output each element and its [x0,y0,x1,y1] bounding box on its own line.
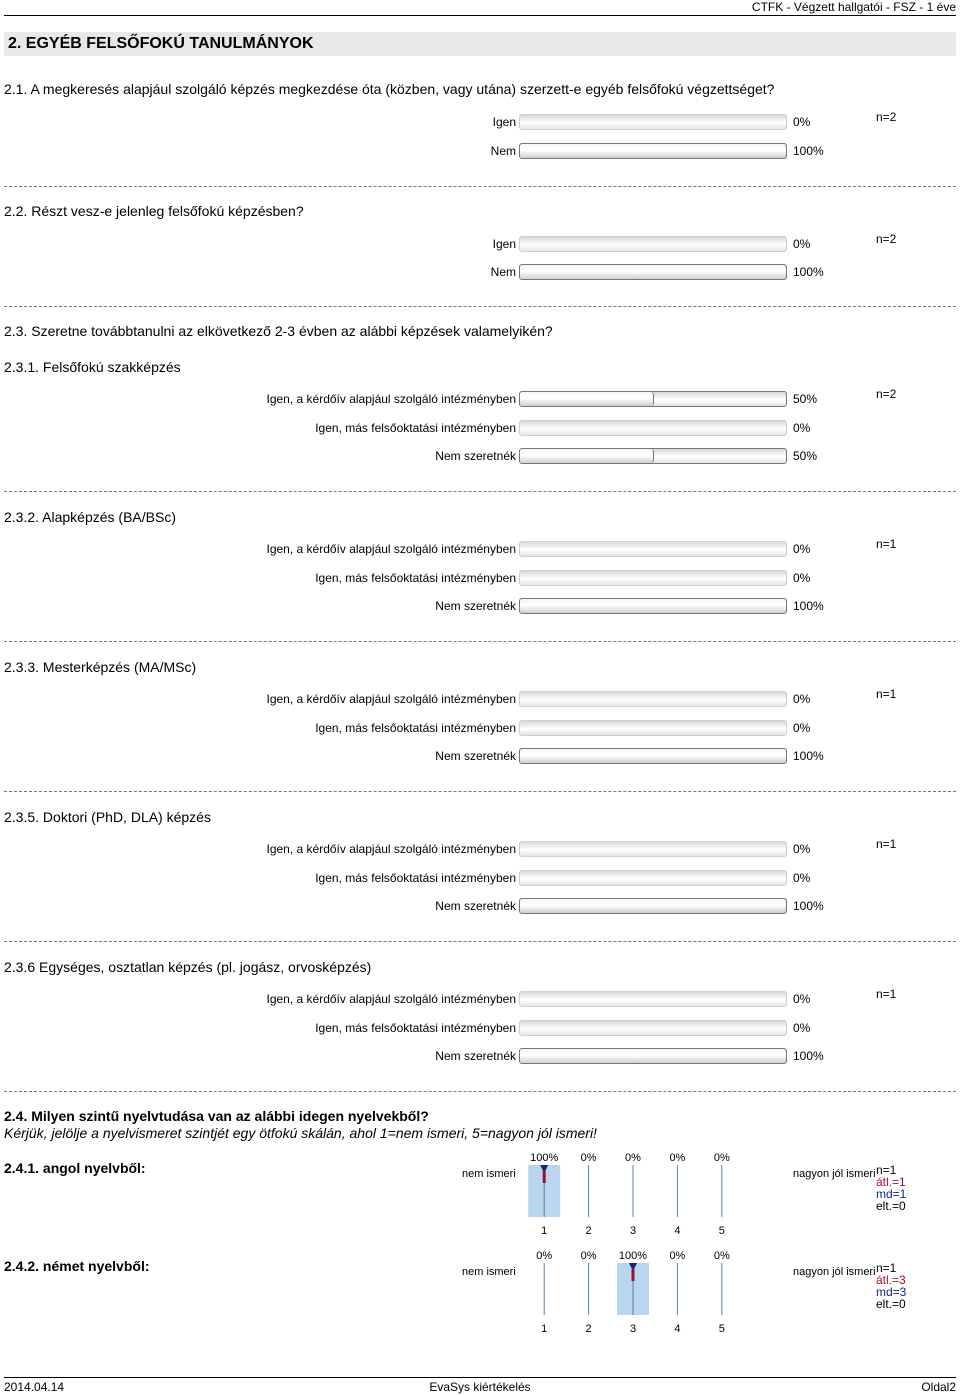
option-label: Nem szeretnék [435,899,516,913]
question-title-2-1: 2.1. A megkeresés alapjául szolgáló képzés megkezdése óta (közben, vagy utána) szerzett-e egyéb felsőfokú végzettséget? [4,81,775,97]
question-divider [4,641,956,642]
n-count: n=2 [876,387,897,401]
scale-percent-label: 0% [669,1152,686,1164]
option-label: Nem szeretnék [435,599,516,613]
option-label: Igen, a kérdőív alapjául szolgáló intézményben [266,692,516,706]
option-label: Igen, a kérdőív alapjául szolgáló intézményben [266,842,516,856]
percent-bar-fill [520,265,787,279]
percent-value: 50% [793,449,818,463]
option-label: Nem szeretnék [435,1049,516,1063]
percent-value: 0% [793,871,811,885]
percent-value: 100% [793,749,824,763]
scale-tick-label: 5 [718,1323,725,1335]
percent-bar [519,114,787,130]
option-label: Igen, más felsőoktatási intézményben [315,1021,516,1035]
percent-bar [519,391,787,407]
option-label: Igen, a kérdőív alapjául szolgáló intézményben [266,992,516,1006]
header-title: CTFK - Végzett hallgatói - FSZ - 1 éve [751,0,956,14]
percent-bar [519,691,787,707]
n-count: n=1 [876,537,897,551]
percent-value: 50% [793,392,818,406]
option-label: Igen [492,237,516,251]
option-label: Nem szeretnék [435,749,516,763]
question-title-2-3-2: 2.3.2. Alapképzés (BA/BSc) [4,509,176,525]
question-title-2-3-6: 2.3.6 Egységes, osztatlan képzés (pl. jogász, orvosképzés) [4,959,372,975]
stat-mean: átl.=3 [876,1273,906,1287]
option-label: Igen, a kérdőív alapjául szolgáló intézményben [266,542,516,556]
percent-bar [519,841,787,857]
question-title-2-2: 2.2. Részt vesz-e jelenleg felsőfokú képzésben? [4,203,304,219]
percent-value: 0% [793,571,811,585]
stat-deviation: elt.=0 [876,1297,906,1311]
footer-center: EvaSys kiértékelés [429,1380,531,1394]
percent-value: 0% [793,421,811,435]
n-count: n=1 [876,837,897,851]
question-title-2-3: 2.3. Szeretne továbbtanulni az elkövetkező 2-3 évben az alábbi képzések valamelyikén? [4,323,553,339]
scale-percent-label: 100% [618,1250,648,1262]
scale-tick-label: 2 [585,1323,592,1335]
scale-percent-label: 0% [713,1250,730,1262]
scale-svg [522,1249,744,1339]
stat-median: md=3 [876,1285,907,1299]
percent-bar [519,264,787,280]
question-title-2-4: 2.4. Milyen szintű nyelvtudása van az alábbi idegen nyelvekből? [4,1108,429,1124]
scale-right-anchor: nagyon jól ismeri [793,1266,876,1278]
percent-bar-fill [520,749,787,763]
scale-tick-label: 2 [585,1225,592,1237]
n-count: n=2 [876,232,897,246]
option-label: Nem szeretnék [435,449,516,463]
scale-percent-label: 0% [580,1250,597,1262]
n-count: n=1 [876,687,897,701]
stat-median: md=1 [876,1187,907,1201]
percent-value: 100% [793,265,824,279]
footer-divider [4,1377,956,1378]
percent-value: 0% [793,542,811,556]
percent-value: 0% [793,115,811,129]
scale-tick-label: 1 [541,1225,548,1237]
percent-value: 100% [793,599,824,613]
scale-right-anchor: nagyon jól ismeri [793,1168,876,1180]
percent-bar [519,236,787,252]
percent-bar [519,1048,787,1064]
percent-bar [519,720,787,736]
question-title-2-3-1: 2.3.1. Felsőfokú szakképzés [4,359,181,375]
percent-bar [519,420,787,436]
stat-n: n=1 [876,1163,897,1177]
percent-value: 100% [793,1049,824,1063]
option-label: Nem [490,144,516,158]
percent-bar [519,748,787,764]
scale-percent-label: 0% [625,1152,641,1164]
language-title: 2.4.2. német nyelvből: [4,1258,150,1274]
percent-bar-fill [520,144,787,158]
scale-left-anchor: nem ismeri [462,1168,516,1180]
percent-bar [519,541,787,557]
percent-value: 0% [793,842,811,856]
percent-bar-fill [520,392,654,406]
section-title: 2. EGYÉB FELSŐFOKÚ TANULMÁNYOK [8,35,314,52]
scale-percent-label: 100% [530,1152,559,1164]
percent-bar [519,598,787,614]
percent-value: 100% [793,899,824,913]
percent-value: 0% [793,1021,811,1035]
scale-chart [522,1250,744,1335]
percent-bar [519,143,787,159]
percent-bar [519,448,787,464]
percent-value: 0% [793,721,811,735]
percent-bar-fill [520,599,787,613]
percent-bar-fill [520,449,654,463]
option-label: Igen, más felsőoktatási intézményben [315,871,516,885]
instruction-text: Kérjük, jelölje a nyelvismeret szintjét egy ötfokú skálán, ahol 1=nem ismeri, 5=nagyon jól ismeri! [4,1125,597,1141]
option-label: Igen [492,115,516,129]
percent-bar-fill [520,1049,787,1063]
percent-bar [519,898,787,914]
percent-bar [519,991,787,1007]
percent-bar [519,1020,787,1036]
scale-percent-label: 0% [536,1250,553,1262]
stat-deviation: elt.=0 [876,1199,906,1213]
scale-left-anchor: nem ismeri [462,1266,516,1278]
stat-n: n=1 [876,1261,897,1275]
scale-tick-label: 4 [674,1323,681,1335]
footer-date: 2014.04.14 [4,1380,65,1394]
question-divider [4,186,956,187]
header-divider [4,15,956,16]
option-label: Nem [490,265,516,279]
question-divider [4,491,956,492]
question-divider [4,791,956,792]
footer-page: Oldal2 [921,1380,956,1394]
option-label: Igen, más felsőoktatási intézményben [315,421,516,435]
scale-percent-label: 0% [669,1250,686,1262]
scale-svg [522,1151,744,1241]
question-title-2-3-3: 2.3.3. Mesterképzés (MA/MSc) [4,659,197,675]
question-divider [4,1091,956,1092]
question-divider [4,941,956,942]
percent-value: 0% [793,992,811,1006]
percent-bar-fill [520,899,787,913]
scale-tick-label: 3 [629,1323,637,1335]
percent-bar [519,870,787,886]
percent-bar [519,570,787,586]
scale-percent-label: 0% [580,1152,597,1164]
scale-tick-label: 5 [718,1225,725,1237]
language-title: 2.4.1. angol nyelvből: [4,1160,146,1176]
scale-percent-label: 0% [713,1152,730,1164]
scale-tick-label: 1 [541,1323,548,1335]
question-divider [4,306,956,307]
percent-value: 100% [793,144,824,158]
stat-mean: átl.=1 [876,1175,906,1189]
scale-tick-label: 3 [629,1225,637,1237]
n-count: n=2 [876,110,897,124]
question-title-2-3-5: 2.3.5. Doktori (PhD, DLA) képzés [4,809,211,825]
percent-value: 0% [793,692,811,706]
n-count: n=1 [876,987,897,1001]
scale-tick-label: 4 [674,1225,681,1237]
scale-chart [522,1152,744,1237]
option-label: Igen, a kérdőív alapjául szolgáló intézményben [266,392,516,406]
option-label: Igen, más felsőoktatási intézményben [315,721,516,735]
option-label: Igen, más felsőoktatási intézményben [315,571,516,585]
percent-value: 0% [793,237,811,251]
